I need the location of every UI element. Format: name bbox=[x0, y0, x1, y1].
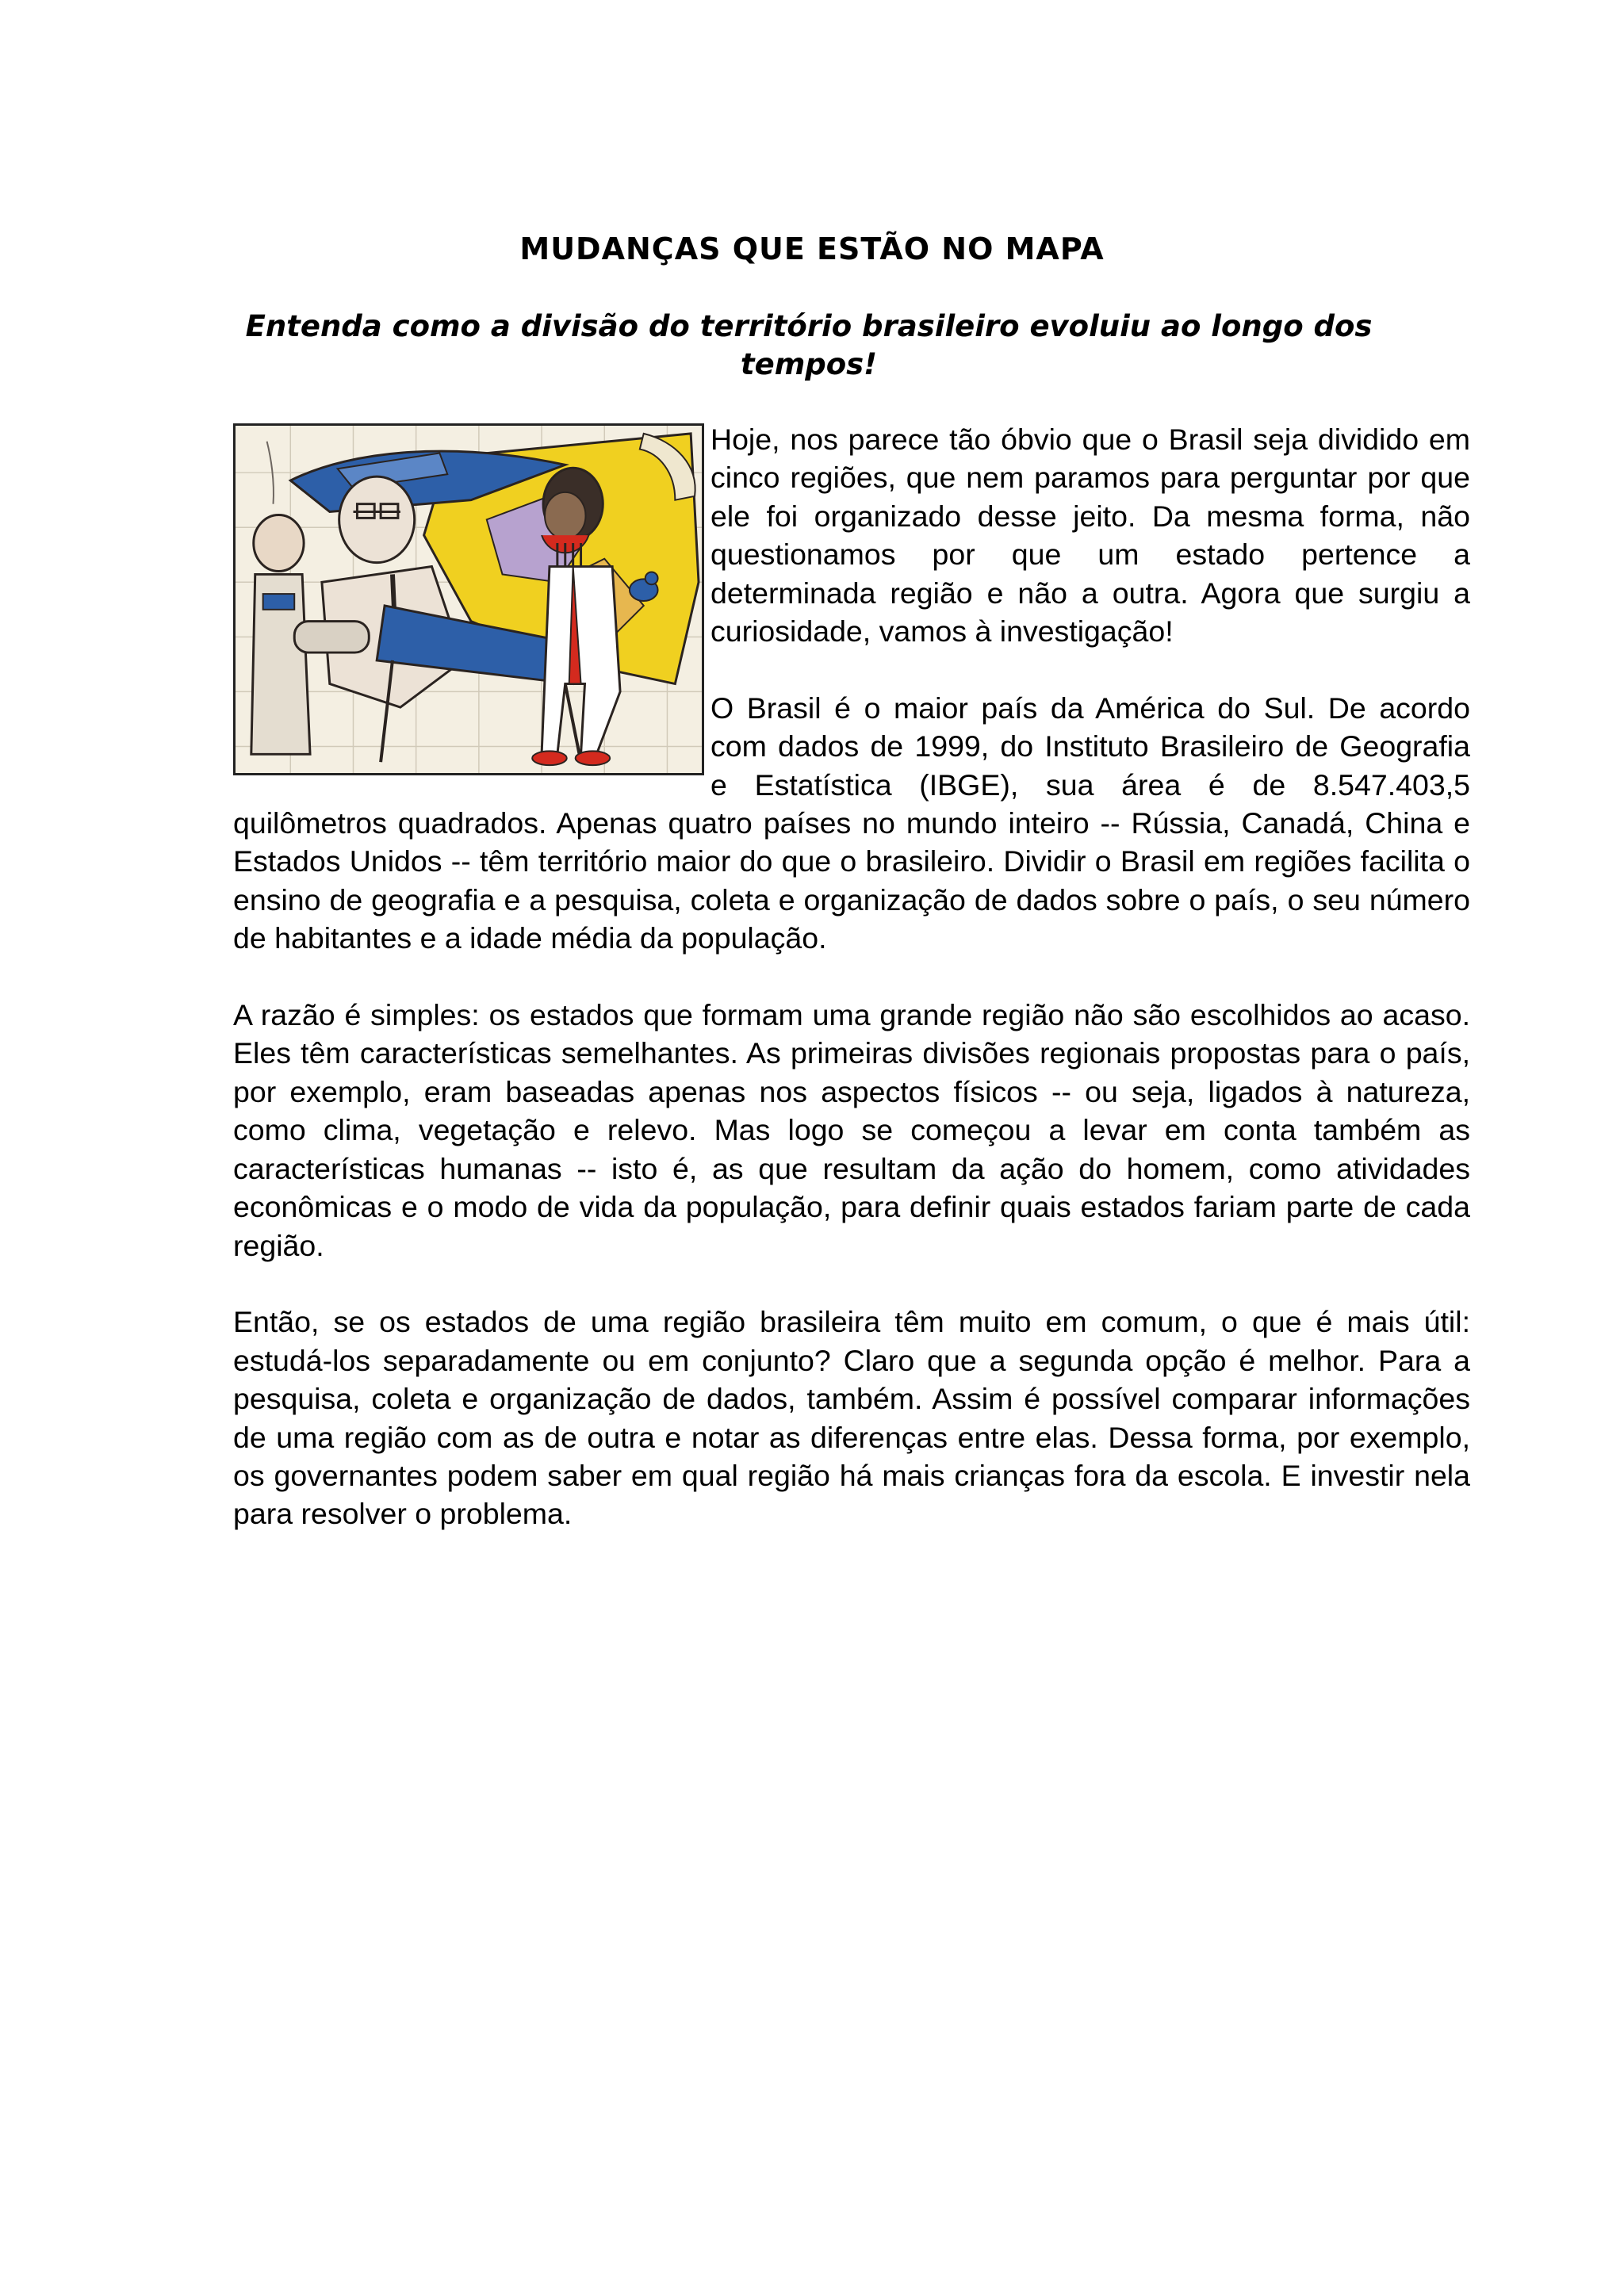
paragraph-area: O Brasil é o maior país da América do Sul. De acordo com dados de 1999, do Instituto Brasileiro de Geografia e Estatística (IBGE), sua área é de 8.547.403,5 quilômetros quadrados. Apenas quatro países no mundo inteiro -- Rússia, Canadá, China e Estados Unidos -- têm território maior do que o brasileiro. Dividir o Brasil em regiões facilita o ensino de geografia e a pesquisa, coleta e organização de dados sobre o país, o seu número de habitantes e a idade média da população. bbox=[233, 691, 1470, 955]
illustration-drawing bbox=[236, 426, 702, 773]
cartoon-illustration-icon bbox=[233, 423, 704, 775]
page-subtitle: Entenda como a divisão do território brasileiro evoluiu ao longo dos tempos! bbox=[245, 309, 1373, 381]
paragraph-regional-division: A razão é simples: os estados que formam uma grande região não são escolhidos ao acaso. Eles têm características semelhantes. As primeiras divisões regionais propostas para o país, por exemplo, eram baseadas apenas nos aspectos físicos -- ou seja, ligados à natureza, como clima, vegetação e relevo. Mas logo se começou a levar em conta também as características humanas -- isto é, as que resultam da ação do homem, como atividades econômicas e o modo de vida da população, para definir quais estados fariam parte de cada região. bbox=[233, 998, 1470, 1262]
paragraph-conclusion: Então, se os estados de uma região brasileira têm muito em comum, o que é mais útil: estudá-los separadamente ou em conjunto? Claro que a segunda opção é melhor. Para a pesquisa, coleta e organização de dados, também. Assim é possível comparar informações de uma região com as de outra e notar as diferenças entre elas. Dessa forma, por exemplo, os governantes podem saber em qual região há mais crianças fora da escola. E investir nela para resolver o problema. bbox=[233, 1305, 1470, 1531]
paragraph-intro: Hoje, nos parece tão óbvio que o Brasil seja dividido em cinco regiões, que nem paramos para perguntar por que ele foi organizado desse jeito. Da mesma forma, não questionamos por que um estado pertence a determinada região e não a outra. Agora que surgiu a curiosidade, vamos à investigação! bbox=[710, 423, 1470, 649]
article-body bbox=[233, 420, 1470, 1571]
page-title: MUDANÇAS QUE ESTÃO NO MAPA bbox=[519, 232, 1105, 266]
